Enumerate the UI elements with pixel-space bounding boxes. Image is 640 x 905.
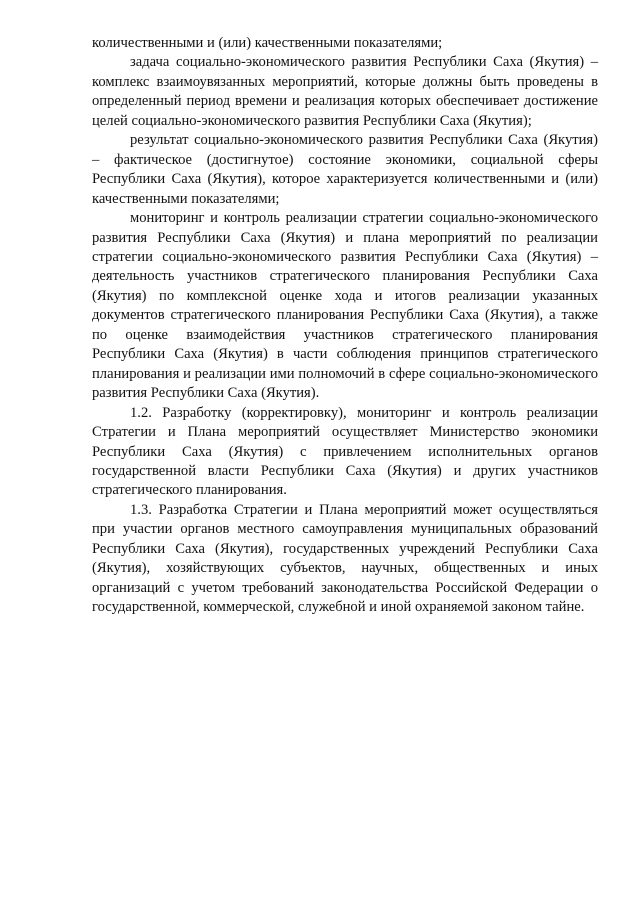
paragraph-definition-result: результат социально-экономического развития Республики Саха (Якутия) – фактическое (достигнутое) состояние экономики, социальной сферы Республики Саха (Якутия), которое характеризуется количественными и (или) качественными показателями; [92,132,598,207]
paragraph-definition-monitoring: мониторинг и контроль реализации стратегии социально-экономического развития Республики Саха (Якутия) и плана мероприятий по реализации стратегии социально-экономического развития Республики Саха (Якутия) – деятельность участников стратегического планирования Республики Саха (Якутия) по комплексной оценке хода и итогов реализации указанных документов стратегического планирования Республики Саха (Якутия), а также по оценке взаимодействия участников стратегического планирования Республики Саха (Якутия) в части соблюдения принципов стратегического планирования и реализации ими полномочий в сфере социально-экономического развития Республики Саха (Якутия). [92,210,598,402]
paragraph-definition-task: задача социально-экономического развития Республики Саха (Якутия) – комплекс взаимоувязанных мероприятий, которые должны быть проведены в определенный период времени и реализация которых обеспечивает достижение целей социально-экономического развития Республики Саха (Якутия); [92,54,598,129]
paragraph-clause-1-3: 1.3. Разработка Стратегии и Плана мероприятий может осуществляться при участии органов местного самоуправления муниципальных образований Республики Саха (Якутия), государственных учреждений Республики Саха (Якутия), хозяйствующих субъектов, научных, общественных и иных организаций с учетом требований законодательства Российской Федерации о государственной, коммерческой, служебной и иной охраняемой законом тайне. [92,501,598,616]
paragraph-clause-1-2: 1.2. Разработку (корректировку), мониторинг и контроль реализации Стратегии и Плана мероприятий осуществляет Министерство экономики Республики Саха (Якутия) с привлечением исполнительных органов государственной власти Республики Саха (Якутия) и других участников стратегического планирования. [92,404,598,499]
document-page [92,34,598,618]
paragraph-continuation: количественными и (или) качественными показателями; [92,35,443,51]
